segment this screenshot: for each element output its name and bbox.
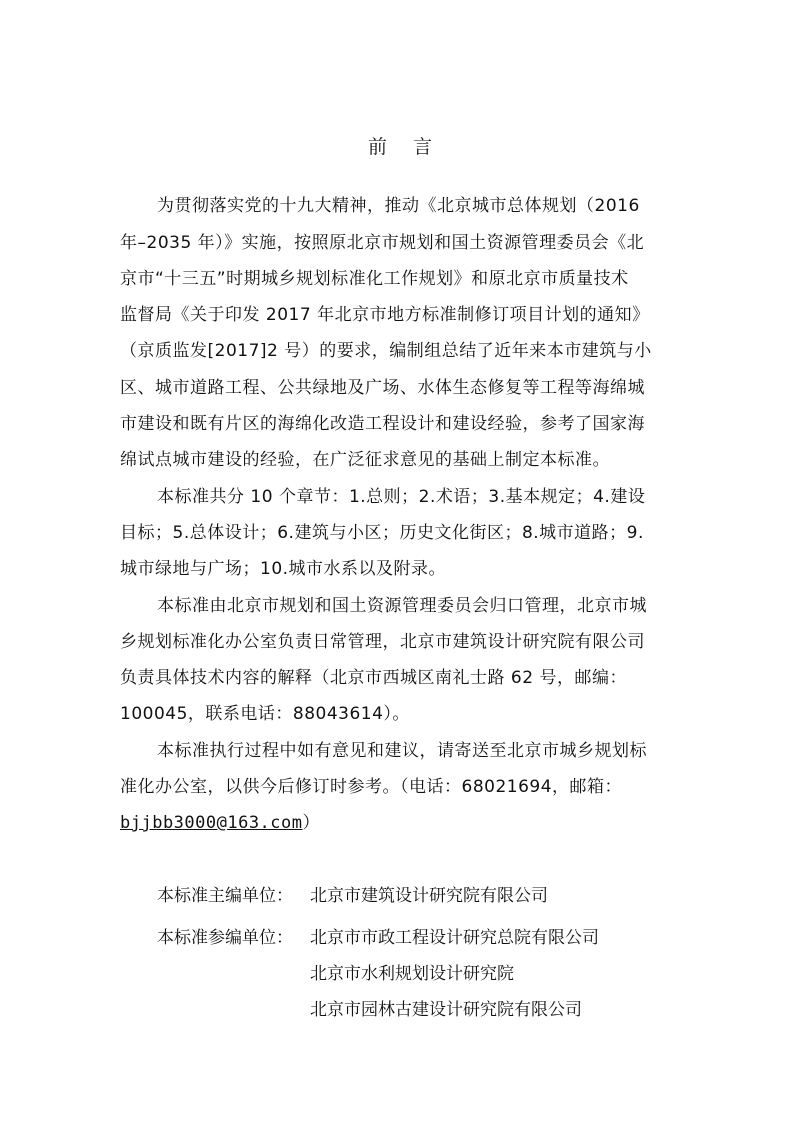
participating-unit-label: 本标准参编单位： bbox=[157, 928, 293, 948]
participating-unit-2: 北京市水利规划设计研究院 bbox=[310, 964, 514, 984]
p1-line-5: （京质监发[2017]2 号）的要求，编制组总结了近年来本市建筑与小 bbox=[120, 341, 652, 361]
p3-line-2: 乡规划标准化办公室负责日常管理，北京市建筑设计研究院有限公司 bbox=[120, 632, 645, 652]
p1-line-3: 京市“十三五”时期城乡规划标准化工作规划》和原北京市质量技术 bbox=[120, 269, 629, 289]
p2-line-2: 目标；5.总体设计；6.建筑与小区；历史文化街区；8.城市道路；9. bbox=[120, 523, 644, 543]
p1-line-8: 绵试点城市建设的经验，在广泛征求意见的基础上制定本标准。 bbox=[120, 450, 610, 470]
p1-line-4: 监督局《关于印发 2017 年北京市地方标准制修订项目计划的通知》 bbox=[120, 305, 650, 325]
p3-line-3: 负责具体技术内容的解释（北京市西城区南礼士路 62 号，邮编： bbox=[120, 668, 627, 688]
p4-line-2: 准化办公室，以供今后修订时参考。（电话：68021694，邮箱： bbox=[120, 777, 623, 797]
participating-unit-1: 北京市市政工程设计研究总院有限公司 bbox=[310, 928, 599, 948]
email-suffix: ） bbox=[302, 813, 320, 833]
p2-line-1: 本标准共分 10 个章节：1.总则；2.术语；3.基本规定；4.建设 bbox=[157, 487, 646, 507]
p1-line-1: 为贯彻落实党的十九大精神，推动《北京城市总体规划（2016 bbox=[157, 196, 640, 216]
participating-unit-3: 北京市园林古建设计研究院有限公司 bbox=[310, 1000, 582, 1020]
p3-line-1: 本标准由北京市规划和国土资源管理委员会归口管理，北京市城 bbox=[157, 596, 647, 616]
p1-line-6: 区、城市道路工程、公共绿地及广场、水体生态修复等工程等海绵城 bbox=[120, 378, 645, 398]
chief-unit-label: 本标准主编单位： bbox=[157, 886, 293, 906]
p4-line-3 bbox=[120, 812, 700, 834]
p1-line-2: 年–2035 年）》实施，按照原北京市规划和国土资源管理委员会《北 bbox=[120, 233, 645, 253]
p1-line-7: 市建设和既有片区的海绵化改造工程设计和建设经验，参考了国家海 bbox=[120, 414, 645, 434]
p3-line-4: 100045，联系电话：88043614）。 bbox=[120, 704, 410, 724]
page-title: 前 言 bbox=[367, 136, 443, 158]
chief-unit: 北京市建筑设计研究院有限公司 bbox=[310, 886, 548, 906]
email-link[interactable]: bjjbb3000@163.com bbox=[120, 813, 303, 833]
p2-line-3: 城市绿地与广场；10.城市水系以及附录。 bbox=[120, 559, 447, 579]
p4-line-1: 本标准执行过程中如有意见和建议，请寄送至北京市城乡规划标 bbox=[157, 741, 647, 761]
